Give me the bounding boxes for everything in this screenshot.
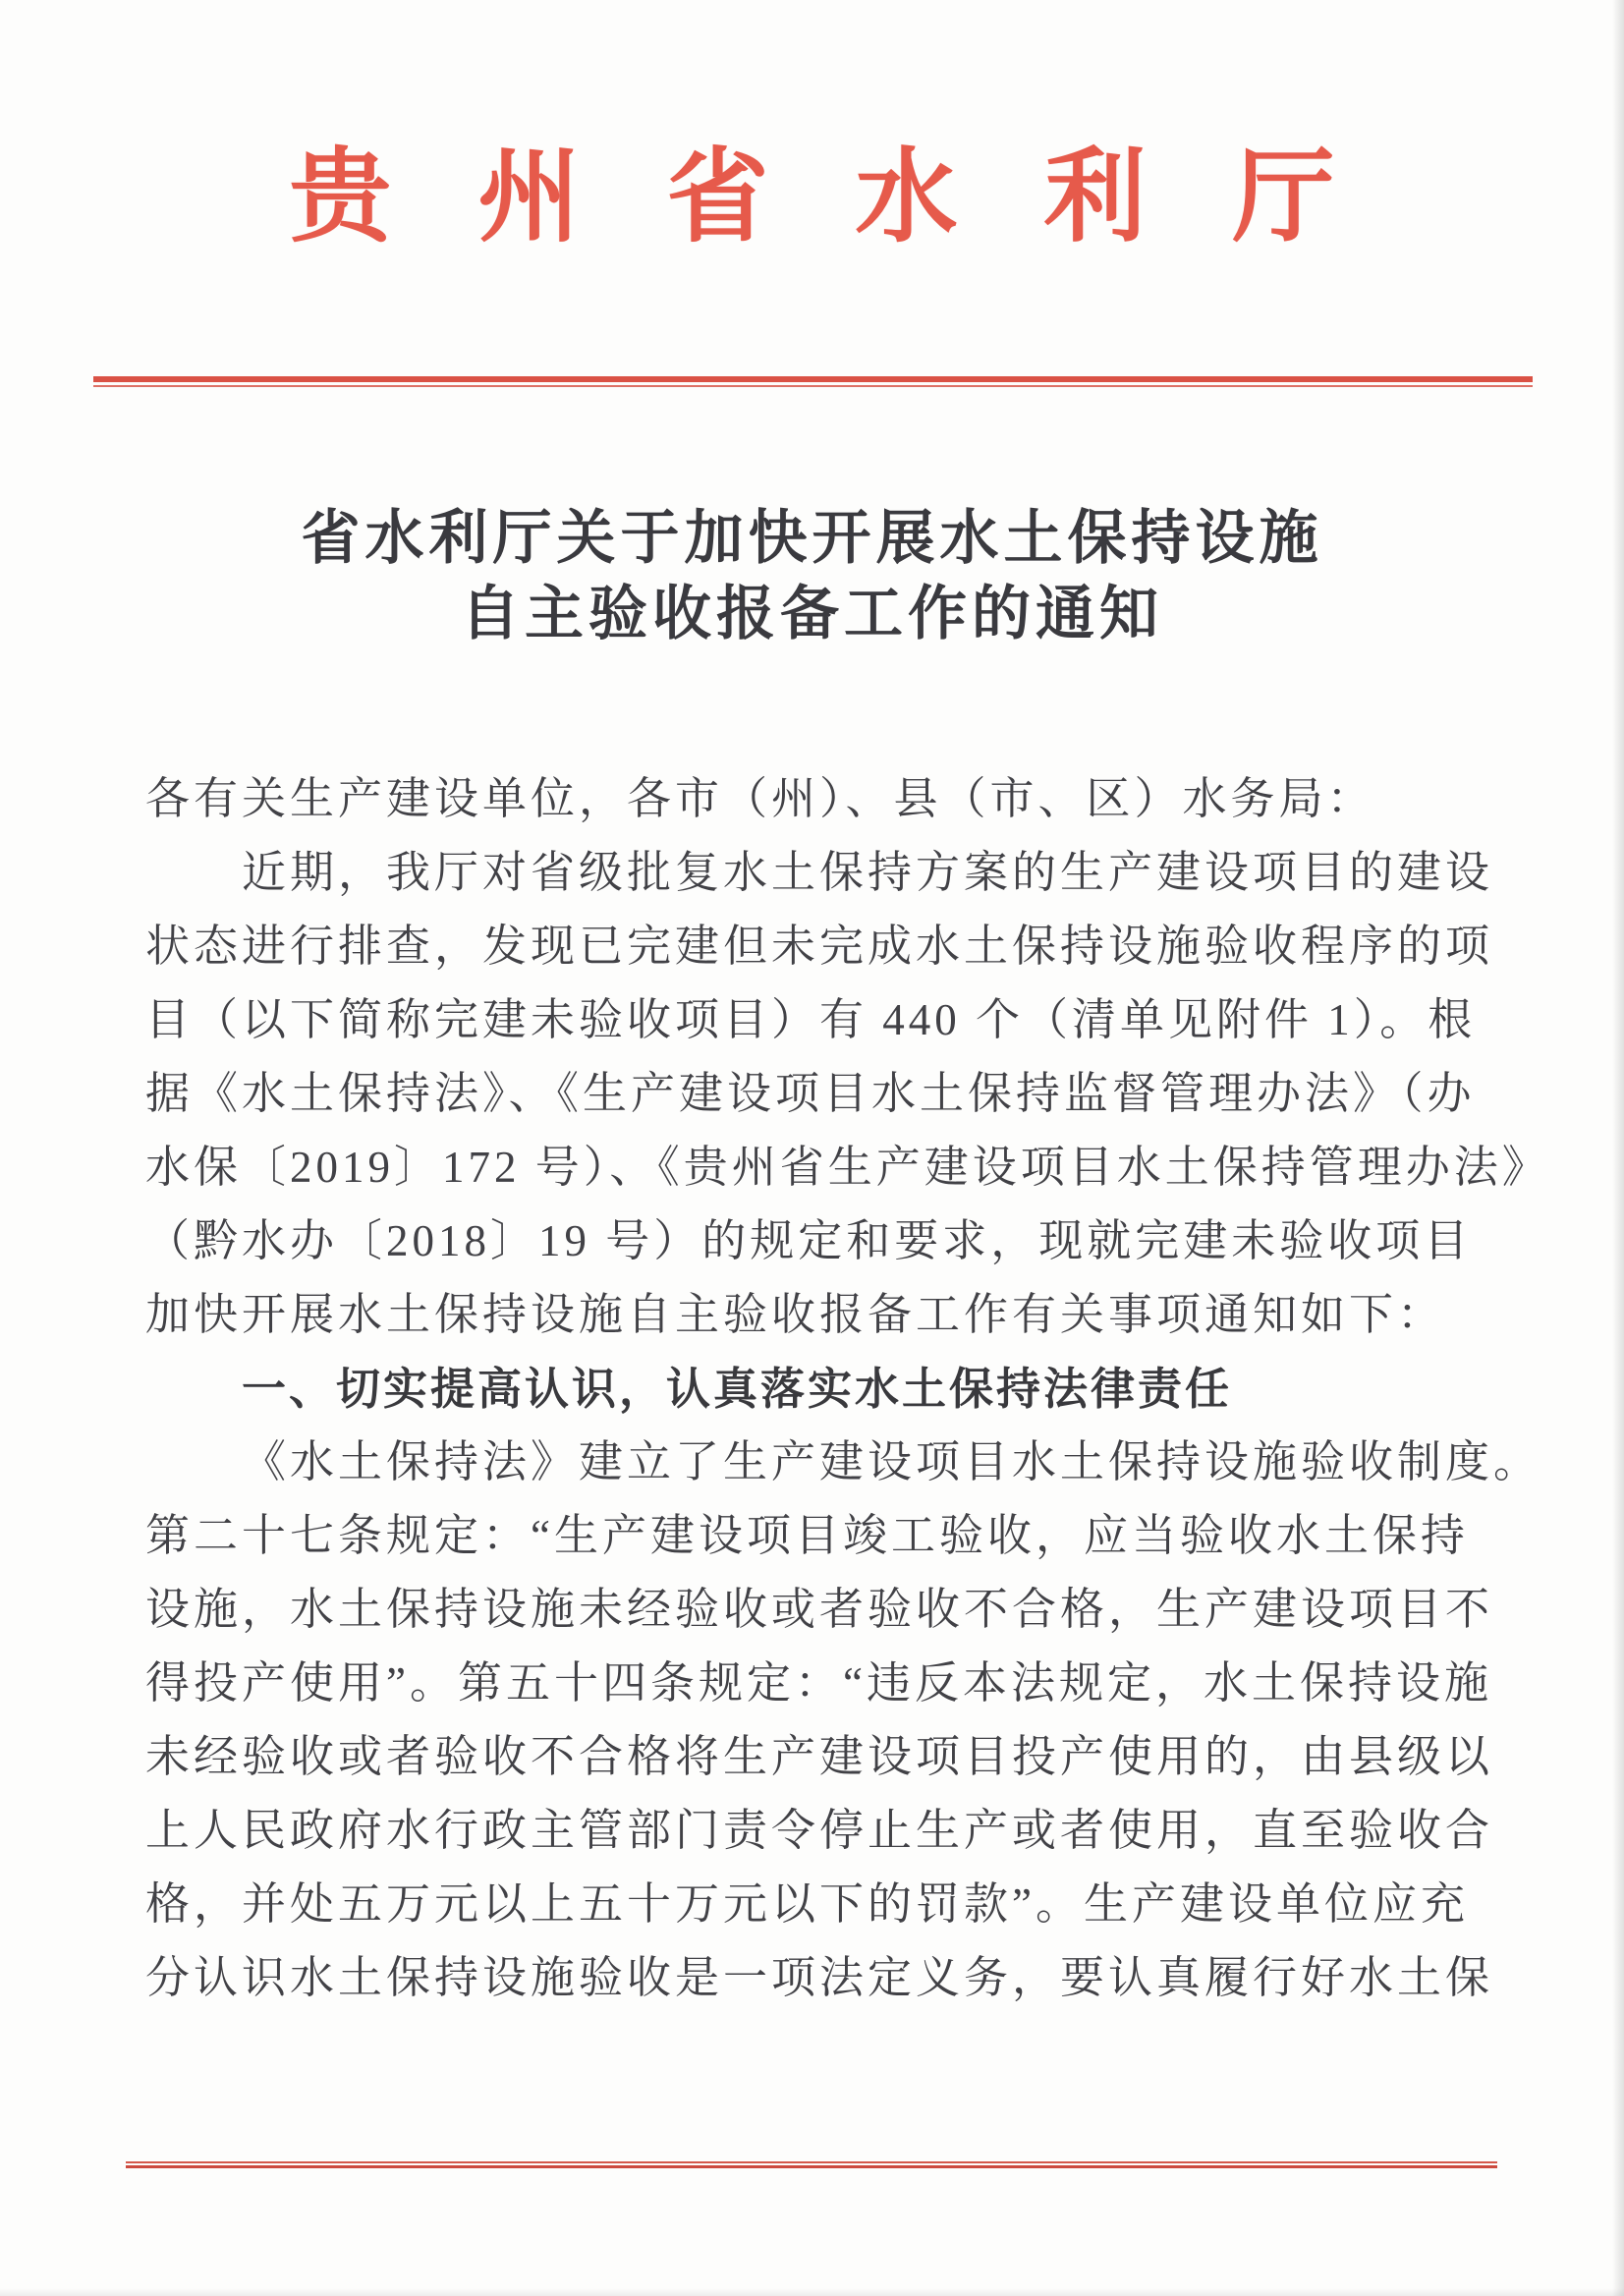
body-section-heading: 一、切实提高认识，认真落实水土保持法律责任 bbox=[242, 1364, 1233, 1414]
body-line: 加快开展水土保持设施自主验收报备工作有关事项通知如下： bbox=[145, 1290, 1446, 1339]
body-line: 第二十七条规定：“生产建设项目竣工验收，应当验收水土保持 bbox=[145, 1511, 1469, 1560]
body-line: 《水土保持法》建立了生产建设项目水土保持设施验收制度。 bbox=[242, 1437, 1542, 1486]
footer-rule-thick-line bbox=[126, 2165, 1497, 2168]
document-title-line1: 省水利厅关于加快开展水土保持设施 bbox=[301, 506, 1323, 571]
agency-letterhead: 贵州省水利厅 bbox=[289, 141, 1422, 254]
body-line: 分认识水土保持设施验收是一项法定义务，要认真履行好水土保 bbox=[145, 1953, 1494, 2002]
body-line: 设施，水土保持设施未经验收或者验收不合格，生产建设项目不 bbox=[145, 1585, 1494, 1634]
footer-rule bbox=[126, 2161, 1497, 2168]
body-line: 格，并处五万元以上五十万元以下的罚款”。生产建设单位应充 bbox=[145, 1879, 1469, 1929]
document-body bbox=[145, 762, 1550, 2015]
header-rule-thick-line bbox=[93, 376, 1533, 382]
body-line: 近期，我厅对省级批复水土保持方案的生产建设项目的建设 bbox=[242, 848, 1494, 897]
body-line: 目（以下简称完建未验收项目）有 440 个（清单见附件 1）。根 bbox=[145, 995, 1477, 1044]
body-line: （黔水办〔2018〕19 号）的规定和要求，现就完建未验收项目 bbox=[145, 1216, 1473, 1265]
document-title-line2: 自主验收报备工作的通知 bbox=[461, 582, 1163, 646]
body-line: 上人民政府水行政主管部门责令停止生产或者使用，直至验收合 bbox=[145, 1806, 1494, 1855]
header-rule bbox=[93, 376, 1533, 387]
body-line: 得投产使用”。第五十四条规定：“违反本法规定，水土保持设施 bbox=[145, 1658, 1492, 1708]
body-line: 状态进行排查，发现已完建但未完成水土保持设施验收程序的项 bbox=[145, 922, 1494, 971]
header-rule-thin-line bbox=[93, 385, 1533, 387]
footer-rule-thin-line bbox=[126, 2161, 1497, 2163]
body-line: 水保〔2019〕172 号）、《贵州省生产建设项目水土保持管理办法》 bbox=[145, 1143, 1550, 1192]
body-line: 据《水土保持法》、《生产建设项目水土保持监督管理办法》（办 bbox=[145, 1069, 1476, 1118]
document-title bbox=[0, 501, 1624, 652]
body-line-salutation: 各有关生产建设单位，各市（州）、县（市、区）水务局： bbox=[145, 774, 1375, 823]
body-line: 未经验收或者验收不合格将生产建设项目投产使用的，由县级以 bbox=[145, 1732, 1494, 1781]
